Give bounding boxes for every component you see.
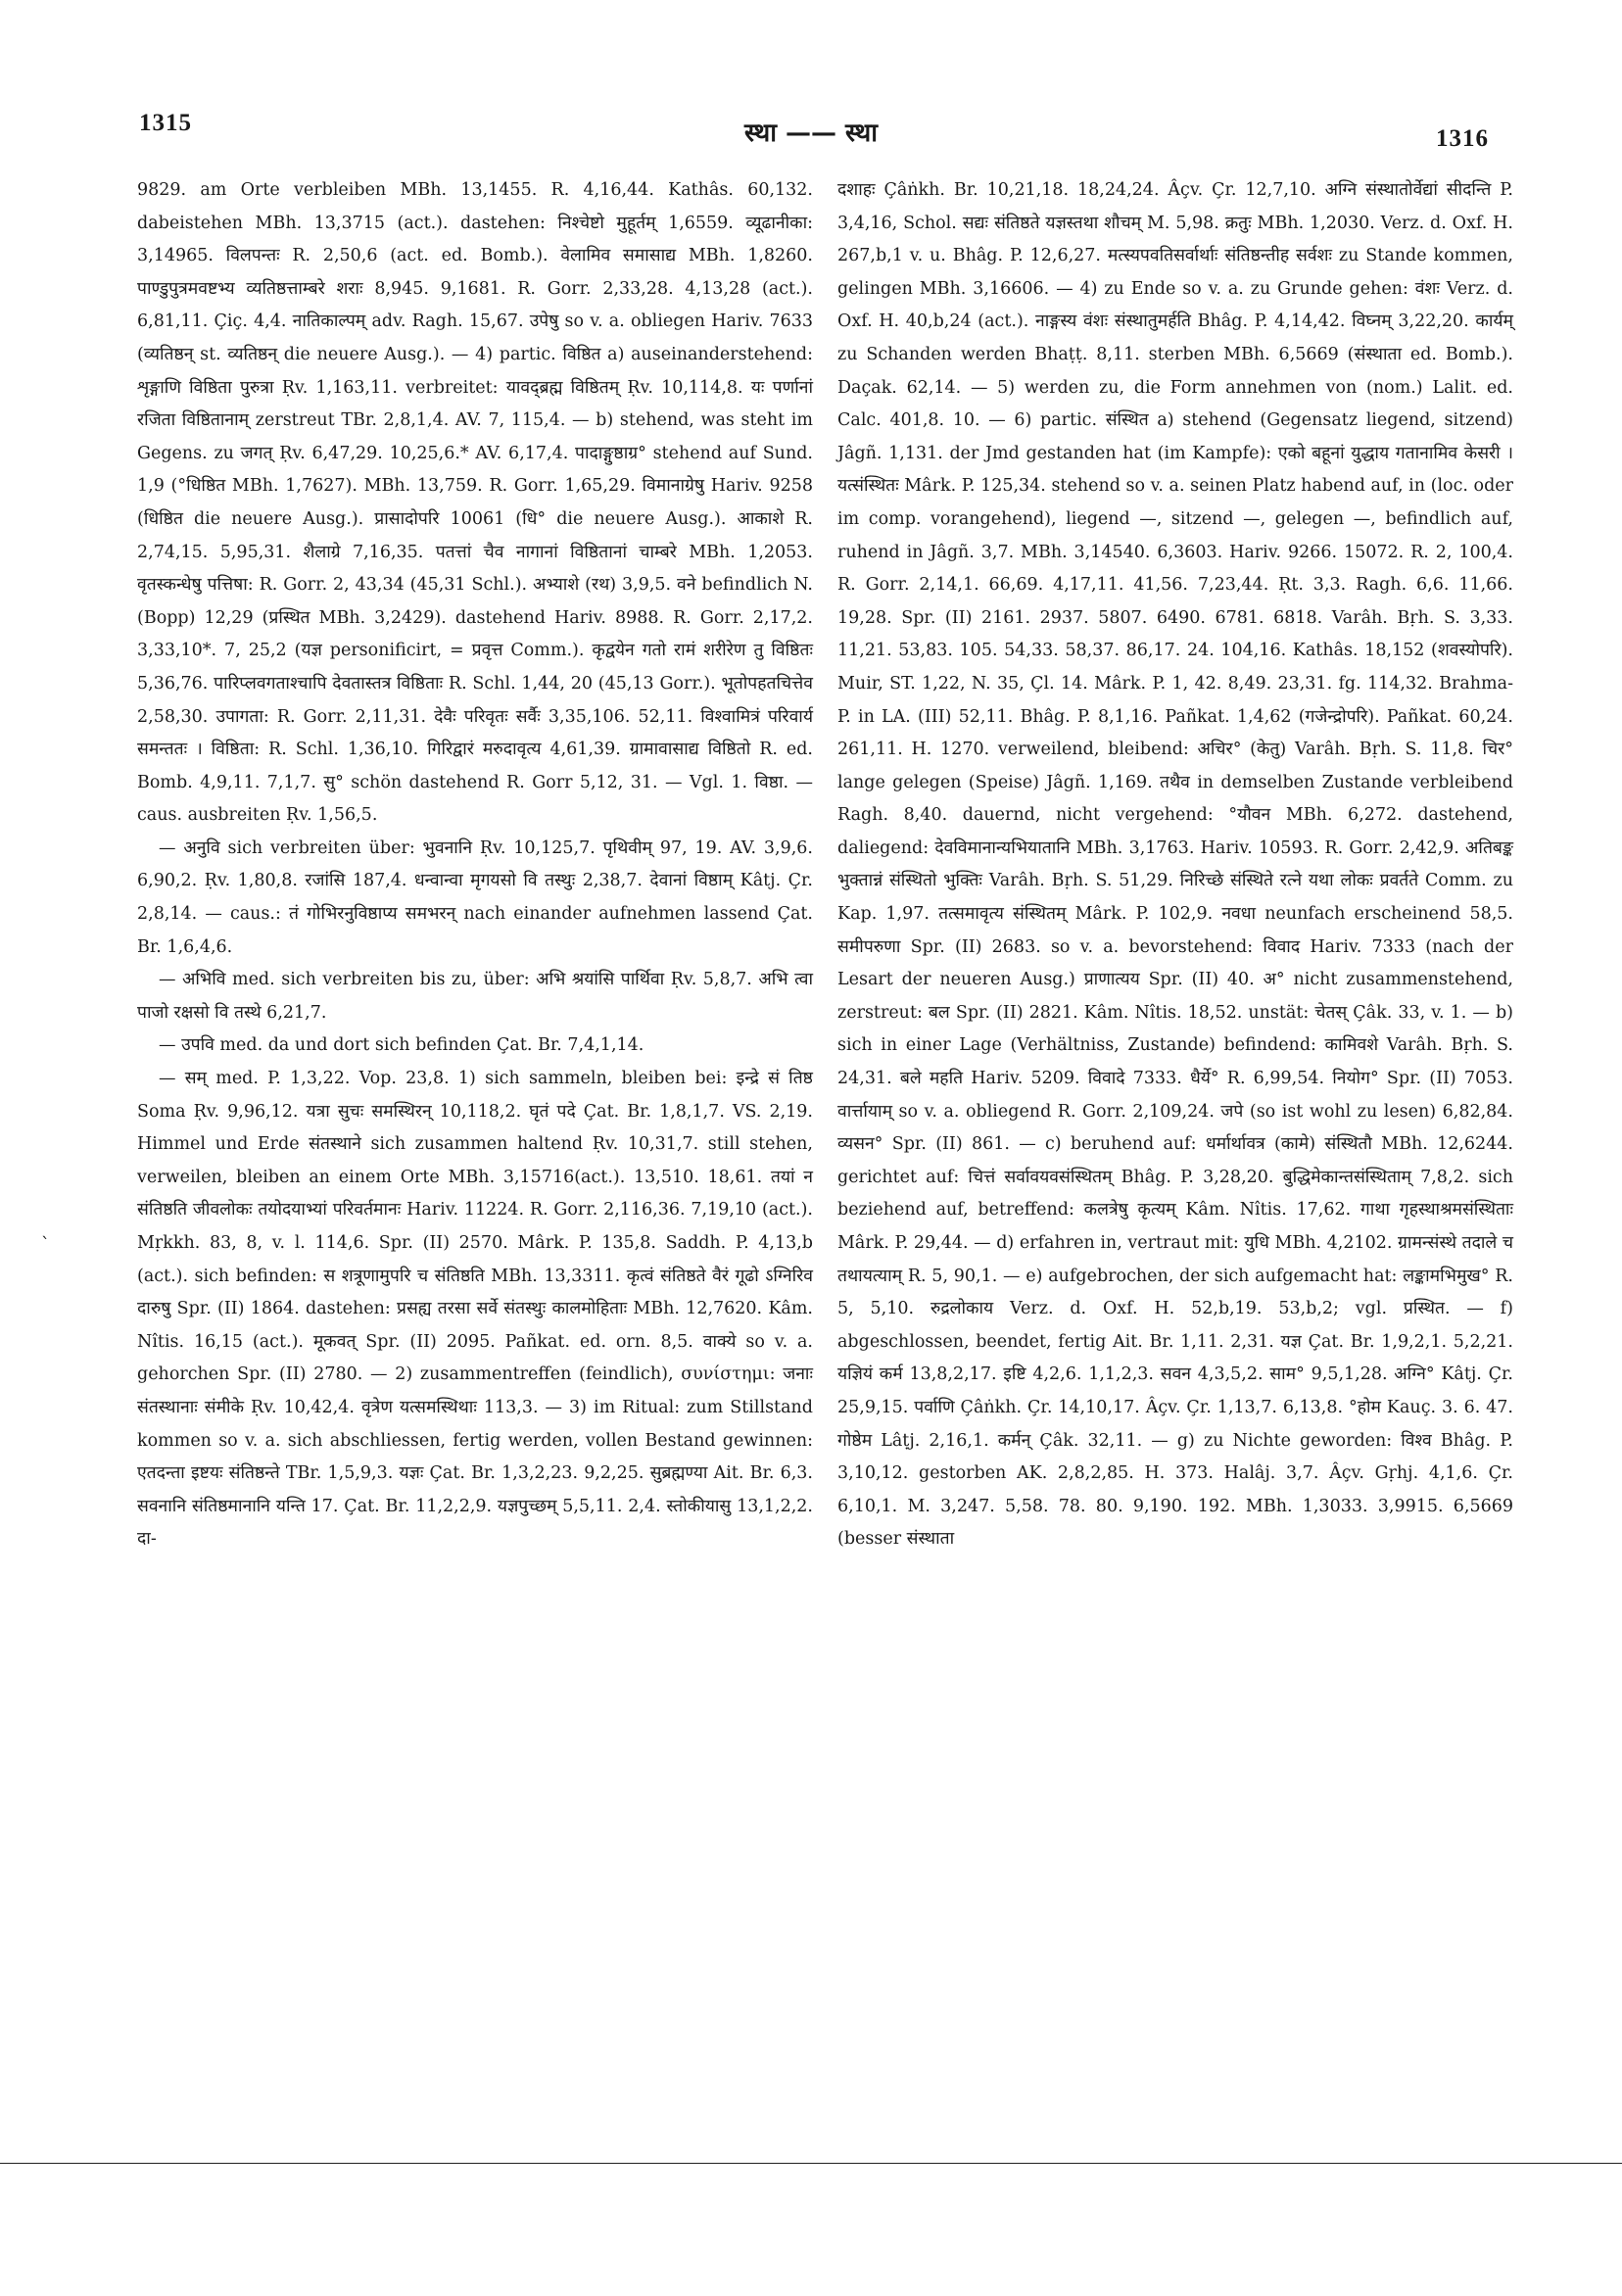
running-headword: स्था —— स्था: [744, 119, 878, 148]
entry-paragraph: — उपवि med. da und dort sich befinden Çat. Br. 7,4,1,14.: [159, 1035, 644, 1056]
entry-paragraph: — अनुवि sich verbreiten über: भुवनानि Ṛv. 10,125,7. पृथिवीम् 97, 19. AV. 3,9,6. 6,90,2. Ṛv. 1,80,8. रजांसि 187,4. धन्वान्वा मृगयसो वि तस्थुः 2,38,7. देवानां विष्ठाम् Kâtj. Çr. 2,8,14. — caus.: तं गोभिरनुविष्ठाप्य समभरन् nach einander aufnehmen lassend Çat. Br. 1,6,4,6.: [137, 837, 813, 957]
margin-mark: `: [41, 1234, 50, 1255]
bottom-rule: [0, 2163, 1622, 2164]
entry-paragraph: 9829. am Orte verbleiben MBh. 13,1455. R. 4,16,44. Kathâs. 60,132. dabeistehen MBh. 13,3715 (act.). dastehen: निश्चेष्टो मुहूर्तम् 1,6559. व्यूढानीका: 3,14965. विलपन्तः R. 2,50,6 (act. ed. Bomb.). वेलामिव समासाद्य MBh. 1,8260. पाण्डुपुत्रमवष्टभ्य व्यतिष्ठत्ताम्बरे शराः 8,945. 9,1681. R. Gorr. 2,33,28. 4,13,28 (act.). 6,81,11. Çiç. 4,4. नातिकाल्पम् adv. Ragh. 15,67. उपेषु so v. a. obliegen Hariv. 7633 (व्यतिष्ठन् st. व्यतिष्ठन् die neuere Ausg.). — 4) partic. विष्ठित a) auseinanderstehend: शृङ्गाणि विष्ठिता पुरुत्रा Ṛv. 1,163,11. verbreitet: यावद्ब्रह्म विष्ठितम् Ṛv. 10,114,8. यः पर्णानां रजिता विष्ठितानाम् zerstreut TBr. 2,8,1,4. AV. 7, 115,4. — b) stehend, was steht im Gegens. zu जगत् Ṛv. 6,47,29. 10,25,6.* AV. 6,17,4. पादाङ्गुष्ठाग्र° stehend auf Sund. 1,9 (°धिष्ठित MBh. 1,7627). MBh. 13,759. R. Gorr. 1,65,29. विमानाग्रेषु Hariv. 9258 (धिष्ठित die neuere Ausg.). प्रासादोपरि 10061 (धि° die neuere Ausg.). आकाशे R. 2,74,15. 5,95,31. शैलाग्रे 7,16,35. पतत्तां चैव नागानां विष्ठितानां चाम्बरे MBh. 1,2053. वृतस्कन्धेषु पत्तिषा: R. Gorr. 2, 43,34 (45,31 Schl.). अभ्याशे (रथ) 3,9,5. वने befindlich N. (Bopp) 12,29 (प्रस्थित MBh. 3,2429). dastehend Hariv. 8988. R. Gorr. 2,17,2. 3,33,10*. 7, 25,2 (यज्ञ personificirt, = प्रवृत्त Comm.). कृद्वयेन गतो रामं शरीरेण तु विष्ठितः 5,36,76. पारिप्लवगताश्चापि देवतास्तत्र विष्ठिताः R. Schl. 1,44, 20 (45,13 Gorr.). भूतोपहतचित्तेव 2,58,30. उपागता: R. Gorr. 2,11,31. देवैः परिवृतः सर्वैः 3,35,106. 52,11. विश्वामित्रं परिवार्य समन्ततः । विष्ठिता: R. Schl. 1,36,10. गिरिद्वारं मरुदावृत्य 4,61,39. ग्रामावासाद्य विष्ठितो R. ed. Bomb. 4,9,11. 7,1,7. सु° schön dastehend R. Gorr 5,12, 31. — Vgl. 1. विष्ठा. — caus. ausbreiten Ṛv. 1,56,5.: [137, 180, 813, 826]
entry-paragraph: दशाहः Çâṅkh. Br. 10,21,18. 18,24,24. Âçv. Çr. 12,7,10. अग्नि संस्थातोर्वेद्यां सीदन्ति P. 3,4,16, Schol. सद्यः संतिष्ठते यज्ञस्तथा शौचम् M. 5,98. क्रतुः MBh. 1,2030. Verz. d. Oxf. H. 267,b,1 v. u. Bhâg. P. 12,6,27. मत्स्यपवतिसर्वार्थाः संतिष्ठन्तीह सर्वशः zu Stande kommen, gelingen MBh. 3,16606. — 4) zu Ende so v. a. zu Grunde gehen: वंशः Verz. d. Oxf. H. 40,b,24 (act.). नाङ्गस्य वंशः संस्थातुमर्हति Bhâg. P. 4,14,42. विघ्नम् 3,22,20. कार्यम् zu Schanden werden Bhaṭṭ. 8,11. sterben MBh. 6,5669 (संस्थाता ed. Bomb.). Daçak. 62,14. — 5) werden zu, die Form annehmen von (nom.) Lalit. ed. Calc. 401,8. 10. — 6) partic. संस्थित a) stehend (Gegensatz liegend, sitzend) Jâgñ. 1,131. der Jmd gestanden hat (im Kampfe): एको बहूनां युद्धाय गतानामिव केसरी । यत्संस्थितः Mârk. P. 125,34. stehend so v. a. seinen Platz habend auf, in (loc. oder im comp. vorangehend), liegend —, sitzend —, gelegen —, befindlich auf, ruhend in Jâgñ. 3,7. MBh. 3,14540. 6,3603. Hariv. 9266. 15072. R. 2, 100,4. R. Gorr. 2,14,1. 66,69. 4,17,11. 41,56. 7,23,44. Ṛt. 3,3. Ragh. 6,6. 11,66. 19,28. Spr. (II) 2161. 2937. 5807. 6490. 6781. 6818. Varâh. Bṛh. S. 3,33. 11,21. 53,83. 105. 54,33. 58,37. 86,17. 24. 104,16. Kathâs. 18,152 (शवस्योपरि). Muir, ST. 1,22, N. 35, Çl. 14. Mârk. P. 1, 42. 8,49. 23,31. fg. 114,32. Brahma-P. in LA. (III) 52,11. Bhâg. P. 8,1,16. Pañkat. 1,4,62 (गजेन्द्रोपरि). Pañkat. 60,24. 261,11. H. 1270. verweilend, bleibend: अचिर° (केतु) Varâh. Bṛh. S. 11,8. चिर° lange gelegen (Speise) Jâgñ. 1,169. तथैव in demselben Zustande verbleibend Ragh. 8,40. dauernd, nicht vergehend: °यौवन MBh. 6,272. dastehend, daliegend: देवविमानान्यभियातानि MBh. 3,1763. Hariv. 10593. R. Gorr. 2,42,9. अतिबङ्क भुक्तान्नं संस्थितो भुक्तिः Varâh. Bṛh. S. 51,29. निरिच्छे संस्थिते रत्ने यथा लोकः प्रवर्तते Comm. zu Kap. 1,97. तत्समावृत्य संस्थितम् Mârk. P. 102,9. नवधा neunfach erscheinend 58,5. समीपरुणा Spr. (II) 2683. so v. a. bevorstehend: विवाद Hariv. 7333 (nach der Lesart der neueren Ausg.) प्राणात्यय Spr. (II) 40. अ° nicht zusammenstehend, zerstreut: बल Spr. (II) 2821. Kâm. Nîtis. 18,52. unstät: चेतस् Çâk. 33, v. 1. — b) sich in einer Lage (Verhältniss, Zustande) befindend: कामिवशे Varâh. Bṛh. S. 24,31. बले महति Hariv. 5209. विवादे 7333. धैर्ये° R. 6,99,54. नियोग° Spr. (II) 7053. वार्त्तायाम् so v. a. obliegend R. Gorr. 2,109,24. जपे (so ist wohl zu lesen) 6,82,84. व्यसन° Spr. (II) 861. — c) beruhend auf: धर्मार्थावत्र (कामे) संस्थितौ MBh. 12,6244. gerichtet auf: चित्तं सर्वावयवसंस्थितम् Bhâg. P. 3,28,20. बुद्धिमेकान्तसंस्थिताम् 7,8,2. sich beziehend auf, betreffend: कलत्रेषु कृत्यम् Kâm. Nîtis. 17,62. गाथा गृहस्थाश्रमसंस्थिताः Mârk. P. 29,44. — d) erfahren in, vertraut mit: युधि MBh. 4,2102. ग्रामन्संस्थे तदाले च तथायत्याम् R. 5, 90,1. — e) aufgebrochen, der sich aufgemacht hat: लङ्कामभिमुख° R. 5, 5,10. रुद्रलोकाय Verz. d. Oxf. H. 52,b,19. 53,b,2; vgl. प्रस्थित. — f) abgeschlossen, beendet, fertig Ait. Br. 1,11. 2,31. यज्ञ Çat. Br. 1,9,2,1. 5,2,21. यज्ञियं कर्म 13,8,2,17. इष्टि 4,2,6. 1,1,2,3. सवन 4,3,5,2. साम° 9,5,1,28. अग्नि° Kâtj. Çr. 25,9,15. पर्वाणि Çâṅkh. Çr. 14,10,17. Âçv. Çr. 1,13,7. 6,13,8. °होम Kauç. 3. 6. 47. गोष्ठेम Lâṭj. 2,16,1. कर्मन् Çâk. 32,11. — g) zu Nichte geworden: विश्व Bhâg. P. 3,10,12. gestorben AK. 2,8,2,85. H. 373. Halâj. 3,7. Âçv. Gṛhj. 4,1,6. Çr. 6,10,1. M. 3,247. 5,58. 78. 80. 9,190. 192. MBh. 1,3033. 3,9915. 6,5669 (besser संस्थाता: [837, 180, 1514, 1550]
page-number-left: 1315: [139, 110, 192, 136]
entry-paragraph: — सम् med. P. 1,3,22. Vop. 23,8. 1) sich sammeln, bleiben bei: इन्द्रे सं तिष्ठ Soma Ṛv. 9,96,12. यत्रा सुचः समस्थिरन् 10,118,2. घृतं पदे Çat. Br. 1,8,1,7. VS. 2,19. Himmel und Erde संतस्थाने sich zusammen haltend Ṛv. 10,31,7. still stehen, verweilen, bleiben an einem Orte MBh. 3,15716(act.). 13,510. 18,61. तयां न संतिष्ठति जीवलोकः तयोदयाभ्यां परिवर्तमानः Hariv. 11224. R. Gorr. 2,116,36. 7,19,10 (act.). Mṛkkh. 83, 8, v. l. 114,6. Spr. (II) 2570. Mârk. P. 135,8. Saddh. P. 4,13,b (act.). sich befinden: स शत्रूणामुपरि च संतिष्ठति MBh. 13,3311. कृत्वं संतिष्ठते वैरं गूढो ऽग्निरिव दारुषु Spr. (II) 1864. dastehen: प्रसह्य तरसा सर्वे संतस्थुः कालमोहिताः MBh. 12,7620. Kâm. Nîtis. 16,15 (act.). मूकवत् Spr. (II) 2095. Pañkat. ed. orn. 8,5. वाक्ये so v. a. gehorchen Spr. (II) 2780. — 2) zusammentreffen (feindlich), συνίστημι: जनाः संतस्थानाः संमीके Ṛv. 10,42,4. वृत्रेण यत्समस्थिथाः 113,3. — 3) im Ritual: zum Stillstand kommen so v. a. sich abschliessen, fertig werden, vollen Bestand gewinnen: एतदन्ता इष्टयः संतिष्ठन्ते TBr. 1,5,9,3. यज्ञः Çat. Br. 1,3,2,23. 9,2,25. सुब्रह्मण्या Ait. Br. 6,3. सवनानि संतिष्ठमानानि यन्ति 17. Çat. Br. 11,2,2,9. यज्ञपुच्छम् 5,5,11. 2,4. स्तोकीयासु 13,1,2,2. दा-: [137, 1069, 813, 1550]
right-column: [837, 174, 1513, 1556]
page-number-right: 1316: [1436, 125, 1489, 152]
left-column: [137, 174, 813, 1556]
entry-paragraph: — अभिवि med. sich verbreiten bis zu, über: अभि श्रयांसि पार्थिवा Ṛv. 5,8,7. अभि त्वा पाजो रक्षसो वि तस्थे 6,21,7.: [137, 970, 813, 1023]
